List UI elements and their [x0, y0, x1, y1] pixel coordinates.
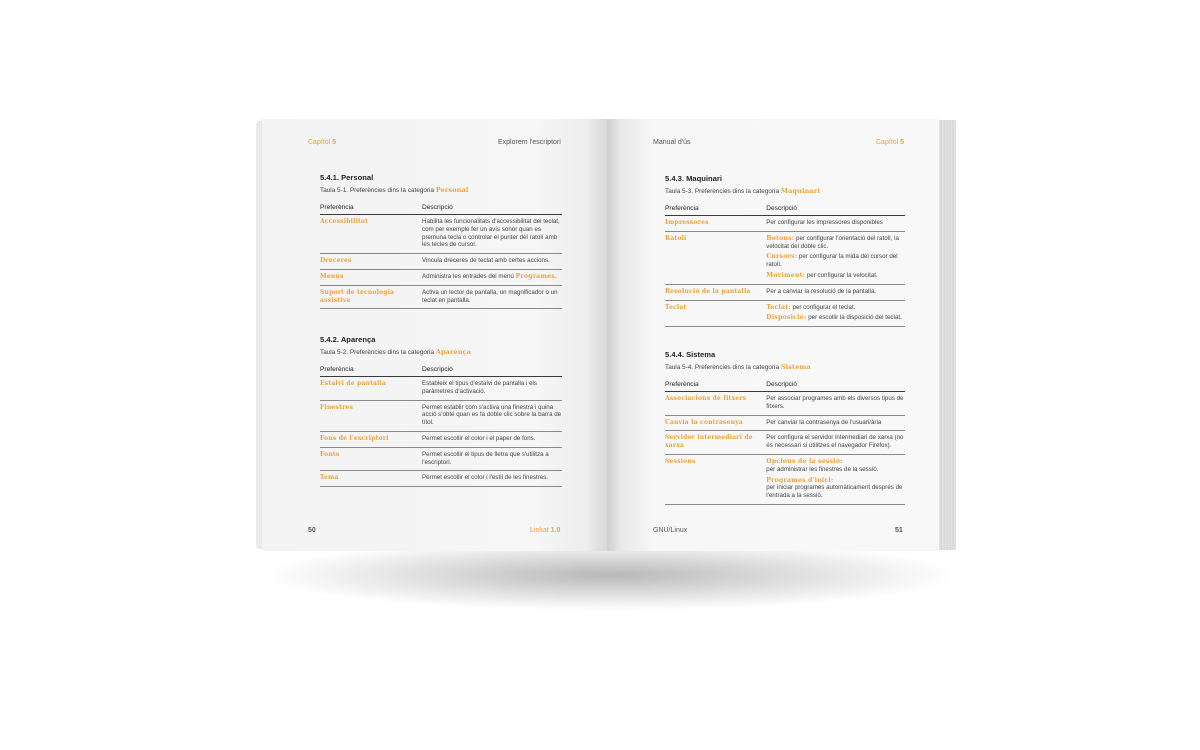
section-sistema: [665, 350, 905, 505]
table-caption: Taula 5-2. Preferències dins la categoria Aparença: [320, 348, 472, 356]
table-row: [665, 216, 905, 232]
preference-description: [766, 300, 905, 327]
preference-description: Per a canviar la resolució de la pantalla.: [766, 284, 905, 300]
right-page: [607, 119, 939, 551]
header-description: Descripció: [766, 381, 905, 392]
table-row: [665, 431, 905, 455]
sub-option: Cursors: per configurar la mida del cursor del ratolí.: [766, 253, 898, 269]
running-head-chapter: [876, 139, 904, 146]
preference-name: Associacions de fitxers: [665, 392, 766, 416]
header-preference: Preferència: [665, 205, 766, 216]
preference-name: Resolució de la pantalla: [665, 284, 766, 300]
preference-name: Impressores: [665, 216, 766, 232]
table-row: [320, 377, 562, 401]
sub-option: Opcions de la sessió: per administrar les finestres de la sessió.: [766, 457, 879, 473]
page-edges-right: [936, 120, 956, 550]
header-preference: Preferència: [665, 381, 766, 392]
footer-os: GNU/Linux: [653, 527, 688, 534]
preference-name: Fonts: [320, 447, 422, 471]
sub-option: Moviment: per configurar la velocitat.: [766, 271, 878, 279]
preferences-table: [665, 205, 905, 327]
table-row: [320, 400, 562, 431]
table-row: [320, 471, 562, 487]
table-header-row: [320, 366, 562, 377]
running-head-title: Manual d'ús: [653, 139, 691, 146]
preference-name: Ratolí: [665, 231, 766, 284]
preference-description: Administra les entrades del menú Programes.: [422, 269, 562, 285]
preference-name: Suport de tecnologia assistiva: [320, 285, 422, 309]
preference-name: Tema: [320, 471, 422, 487]
preference-name: Dreceres: [320, 254, 422, 270]
page-number: 51: [895, 527, 903, 534]
table-header-row: [665, 205, 905, 216]
preference-name: Finestres: [320, 400, 422, 431]
section-title: 5.4.1. Personal: [320, 173, 374, 182]
section-aparenca: [320, 335, 562, 487]
table-row: [320, 254, 562, 270]
sub-option: Disposició: per escollir la disposició del teclat.: [766, 314, 902, 322]
table-row: [665, 415, 905, 431]
chapter-number: 5: [332, 139, 337, 146]
table-row: [320, 431, 562, 447]
header-preference: Preferència: [320, 204, 422, 215]
running-head-chapter: [308, 139, 336, 146]
table-row: [665, 231, 905, 284]
preference-description: Permet escollir el color i l'estil de les finestres.: [422, 471, 562, 487]
section-maquinari: [665, 174, 905, 327]
product-version: 1.0: [550, 527, 561, 534]
preference-description: [766, 231, 905, 284]
preference-description: Per canviar la contrasenya de l'usuari/ària: [766, 415, 905, 431]
chapter-number: 5: [900, 139, 905, 146]
table-header-row: [665, 381, 905, 392]
preference-description: Per configura el servidor intermediari de xarxa (no és necessari si utilitzes el navegador Firefox).: [766, 431, 905, 455]
page-number: 50: [308, 527, 316, 534]
section-title: 5.4.3. Maquinari: [665, 174, 722, 183]
preference-description: Habilita les funcionalitats d'accessibilitat del teclat, com per exemple fer un avís sonor quan es premuna tecla o controlar el punter del ratolí amb les tecles de cursor.: [422, 215, 562, 254]
preference-description: [766, 454, 905, 504]
table-row: [665, 454, 905, 504]
table-row: [665, 284, 905, 300]
preference-description: Vincula dreceres de teclat amb certes accions.: [422, 254, 562, 270]
sub-option: Teclat: per configurar el teclat.: [766, 303, 856, 311]
header-preference: Preferència: [320, 366, 422, 377]
preference-name: Menús: [320, 269, 422, 285]
preference-description: Permet escollir el tipus de lletra que s'utilitza a l'escriptori.: [422, 447, 562, 471]
header-description: Descripció: [766, 205, 905, 216]
table-row: [665, 392, 905, 416]
preference-description: Activa un lector de pantalla, un magnificador o un teclat en pantalla.: [422, 285, 562, 309]
preferences-table: [665, 381, 905, 505]
preference-description: Per configurar les impressores disponibles: [766, 216, 905, 232]
product-name: Linkat: [530, 527, 551, 534]
header-description: Descripció: [422, 204, 562, 215]
header-description: Descripció: [422, 366, 562, 377]
sub-option: Botons: per configurar l'orientació del ratolí, la velocitat del doble clic.: [766, 234, 900, 250]
preference-name: Teclat: [665, 300, 766, 327]
preference-name: Estalvi de pantalla: [320, 377, 422, 401]
section-title: 5.4.2. Aparença: [320, 335, 376, 344]
preference-description: Estableix el tipus d'estalvi de pantalla i els paràmetres d'activació.: [422, 377, 562, 401]
preference-name: Fons de l'escriptori: [320, 431, 422, 447]
section-title: 5.4.4. Sistema: [665, 350, 716, 359]
section-personal: [320, 173, 562, 309]
running-head-title: Explorem l'escriptori: [498, 139, 561, 146]
preference-name: Canvia la contrasenya: [665, 415, 766, 431]
table-caption: Taula 5-3. Preferències dins la categoria Maquinari: [665, 187, 820, 195]
preferences-table: [320, 204, 562, 309]
table-row: [320, 215, 562, 254]
table-row: [320, 269, 562, 285]
preference-description: Permet escollir el color i el paper de fons.: [422, 431, 562, 447]
chapter-label: Capítol: [876, 139, 901, 146]
table-row: [320, 285, 562, 309]
preference-description: Per associar programes amb els diversos tipus de fitxers.: [766, 392, 905, 416]
preference-description: Permet establir com s'activa una finestra i quina acció s'obté quan es fa doble clic sobre la barra de títol.: [422, 400, 562, 431]
preferences-table: [320, 366, 562, 487]
table-row: [665, 300, 905, 327]
table-row: [320, 447, 562, 471]
left-page: [262, 119, 607, 551]
footer-product: [530, 527, 560, 534]
sub-option: Programes d'inici: per iniciar programes automàticament després de l'entrada a la sessió.: [766, 476, 903, 500]
preference-name: Accessibilitat: [320, 215, 422, 254]
chapter-label: Capítol: [308, 139, 333, 146]
table-caption: Taula 5-1. Preferències dins la categoria Personal: [320, 186, 469, 194]
preference-name: Servidor intermediari de xarxa: [665, 431, 766, 455]
table-caption: Taula 5-4. Preferències dins la categoria Sistema: [665, 363, 811, 371]
table-header-row: [320, 204, 562, 215]
preference-name: Sessions: [665, 454, 766, 504]
